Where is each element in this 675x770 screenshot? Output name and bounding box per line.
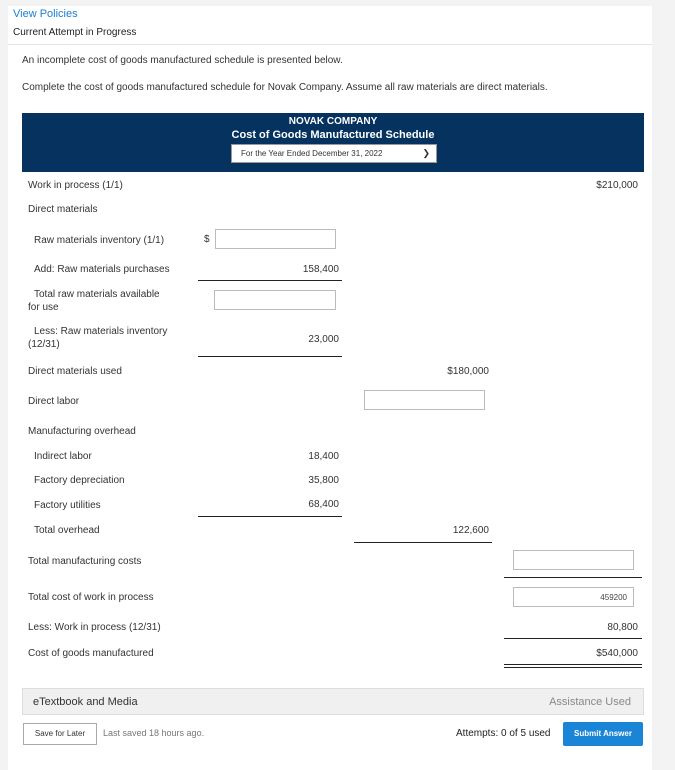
period-select[interactable] [231,144,437,163]
currency-symbol: $ [204,234,210,245]
wip-begin-value: $210,000 [596,180,638,191]
period-select-value: For the Year Ended December 31, 2022 [241,149,383,158]
dm-used-value: $180,000 [447,366,489,377]
double-underline-top [504,664,642,665]
underline-rule [198,516,342,517]
assistance-used-label: Assistance Used [549,696,631,708]
factory-depreciation-value: 35,800 [308,475,339,486]
rm-inventory-end-label-2: (12/31) [28,339,60,350]
last-saved-text: Last saved 18 hours ago. [103,728,205,738]
total-overhead-label: Total overhead [34,525,100,536]
cogm-value: $540,000 [596,648,638,659]
mfg-overhead-label: Manufacturing overhead [28,426,136,437]
schedule-header [22,113,644,172]
total-cost-wip-label: Total cost of work in process [28,592,154,603]
total-overhead-value: 122,600 [452,525,489,536]
direct-labor-input[interactable] [364,390,485,410]
underline-rule [198,356,342,357]
factory-utilities-label: Factory utilities [34,500,101,511]
wip-end-label: Less: Work in process (12/31) [28,622,161,633]
instruction-line-2: Complete the cost of goods manufactured schedule for Novak Company. Assume all raw materials are direct materials. [22,82,548,93]
divider [8,44,652,45]
view-policies-link[interactable]: View Policies [13,8,78,20]
chevron-down-icon: ❯ [422,148,430,158]
underline-rule [504,577,642,578]
rm-inventory-end-label-1: Less: Raw materials inventory [34,326,168,337]
direct-materials-label: Direct materials [28,204,98,215]
total-mfg-costs-input[interactable] [513,550,634,570]
company-name: NOVAK COMPANY [288,116,378,127]
double-underline-bottom [504,667,642,668]
rm-purchases-value: 158,400 [302,264,339,275]
factory-depreciation-label: Factory depreciation [34,475,125,486]
rm-inventory-begin-input[interactable] [215,229,336,249]
rm-inventory-begin-label: Raw materials inventory (1/1) [34,235,165,246]
attempt-status: Current Attempt in Progress [13,27,137,38]
total-rm-label-2: for use [28,302,59,313]
underline-rule [504,638,642,639]
rm-purchases-label: Add: Raw materials purchases [34,264,170,275]
dm-used-label: Direct materials used [28,366,122,377]
schedule-title: Cost of Goods Manufactured Schedule [231,129,435,141]
total-mfg-costs-label: Total manufacturing costs [28,556,142,567]
submit-answer-button[interactable]: Submit Answer [563,722,643,746]
total-cost-wip-input[interactable] [513,587,634,607]
total-rm-available-input[interactable] [214,290,336,310]
wip-end-value: 80,800 [607,622,638,633]
etextbook-bar[interactable] [22,688,644,715]
underline-rule [198,280,342,281]
save-for-later-button[interactable]: Save for Later [23,723,97,745]
underline-rule [354,542,492,543]
wip-begin-label: Work in process (1/1) [28,180,123,191]
direct-labor-label: Direct labor [28,396,80,407]
total-cost-wip-input-value: 459200 [600,593,627,602]
factory-utilities-value: 68,400 [308,499,339,510]
indirect-labor-value: 18,400 [308,451,339,462]
indirect-labor-label: Indirect labor [34,451,92,462]
etextbook-label: eTextbook and Media [33,696,138,708]
attempts-text: Attempts: 0 of 5 used [456,728,551,739]
rm-inventory-end-value: 23,000 [308,334,339,345]
cogm-label: Cost of goods manufactured [28,648,154,659]
instruction-line-1: An incomplete cost of goods manufactured schedule is presented below. [22,55,343,66]
total-rm-label-1: Total raw materials available [34,289,160,300]
